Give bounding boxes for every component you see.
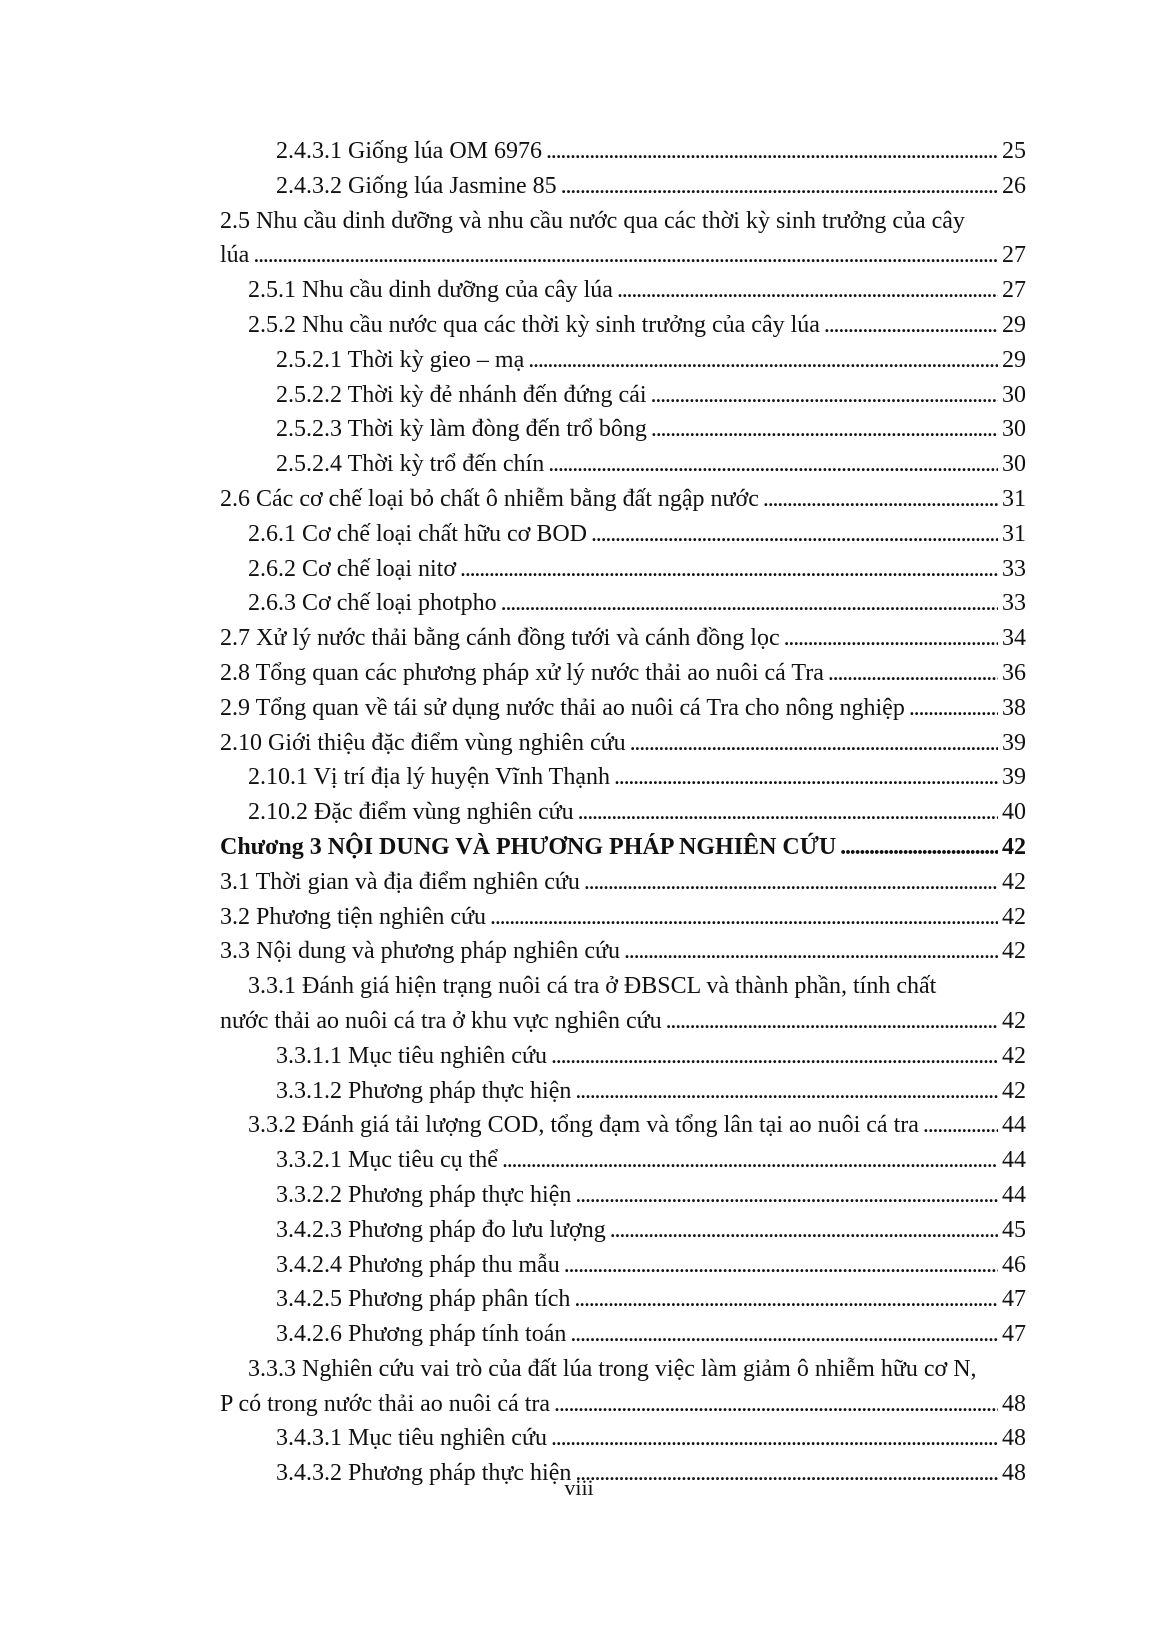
toc-page-number: 27	[1002, 242, 1026, 269]
toc-entry-title: 2.5.2.3 Thời kỳ làm đòng đến trổ bông	[276, 416, 647, 443]
toc-entry[interactable]	[220, 1317, 1026, 1352]
toc-page-number: 33	[1002, 590, 1026, 617]
toc-page-number: 27	[1002, 277, 1026, 304]
toc-entry-title: 3.4.3.2 Phương pháp thực hiện	[276, 1460, 572, 1487]
toc-entry-title: 2.8 Tổng quan các phương pháp xử lý nước thải ao nuôi cá Tra	[220, 659, 824, 686]
dot-leader	[501, 586, 998, 621]
toc-entry-title: 3.3.2 Đánh giá tải lượng COD, tổng đạm và tổng lân tại ao nuôi cá tra	[248, 1112, 919, 1139]
toc-page-number: 30	[1002, 451, 1026, 478]
toc-entry-title: 2.10 Giới thiệu đặc điểm vùng nghiên cứu	[220, 729, 626, 756]
toc-entry-title: 2.10.2 Đặc điểm vùng nghiên cứu	[248, 799, 574, 826]
toc-page-number: 42	[1002, 1007, 1026, 1034]
dot-leader	[578, 795, 998, 830]
toc-entry[interactable]	[220, 1282, 1026, 1317]
toc-entry-title: lúa	[220, 242, 250, 269]
toc-entry-title: 2.9 Tổng quan về tái sử dụng nước thải ao nuôi cá Tra cho nông nghiệp	[220, 694, 905, 721]
toc-page-number: 48	[1002, 1390, 1026, 1417]
dot-leader	[610, 1213, 998, 1248]
toc-entry-title: Chương 3 NỘI DUNG VÀ PHƯƠNG PHÁP NGHIÊN CỨU	[220, 833, 837, 860]
toc-entry[interactable]	[220, 1178, 1026, 1213]
dot-leader	[575, 1178, 998, 1213]
toc-entry-title: 3.3.1 Đánh giá hiện trạng nuôi cá tra ở ĐBSCL và thành phần, tính chất	[248, 973, 937, 1000]
toc-entry-title: 3.3 Nội dung và phương pháp nghiên cứu	[220, 938, 620, 965]
dot-leader	[564, 1248, 998, 1283]
dot-leader	[575, 1074, 998, 1109]
dot-leader	[591, 517, 998, 552]
dot-leader	[828, 656, 998, 691]
toc-page-number: 38	[1002, 694, 1026, 721]
toc-entry-title: 2.6.1 Cơ chế loại chất hữu cơ BOD	[248, 520, 587, 547]
dot-leader	[923, 1108, 998, 1143]
toc-entry[interactable]	[220, 238, 1026, 273]
toc-entry-title: 3.4.2.6 Phương pháp tính toán	[276, 1321, 567, 1348]
dot-leader	[824, 308, 998, 343]
toc-entry[interactable]	[220, 1387, 1026, 1422]
toc-entry[interactable]	[220, 273, 1026, 308]
toc-entry[interactable]	[220, 482, 1026, 517]
toc-entry[interactable]	[220, 447, 1026, 482]
toc-entry[interactable]	[220, 865, 1026, 900]
toc-page-number: 42	[1002, 833, 1026, 860]
page-number: viii	[564, 1475, 594, 1500]
dot-leader	[502, 1143, 998, 1178]
toc-page-number: 42	[1002, 903, 1026, 930]
toc-entry[interactable]	[220, 308, 1026, 343]
toc-entry-title: 3.2 Phương tiện nghiên cứu	[220, 903, 487, 930]
dot-leader	[784, 621, 998, 656]
toc-entry[interactable]	[220, 1421, 1026, 1456]
dot-leader	[490, 900, 998, 935]
toc-page-number: 42	[1002, 938, 1026, 965]
toc-entry-title: 3.3.2.1 Mục tiêu cụ thể	[276, 1147, 498, 1174]
toc-page-number: 34	[1002, 625, 1026, 652]
toc-entry[interactable]	[220, 830, 1026, 865]
toc-entry-line	[220, 1352, 1026, 1387]
toc-entry-title: 3.1 Thời gian và địa điểm nghiên cứu	[220, 868, 580, 895]
toc-page-number: 39	[1002, 729, 1026, 756]
toc-page-number: 46	[1002, 1251, 1026, 1278]
table-of-contents	[220, 134, 1026, 1491]
dot-leader	[574, 1282, 998, 1317]
dot-leader	[614, 760, 998, 795]
toc-page-number: 45	[1002, 1216, 1026, 1243]
toc-page-number: 31	[1002, 520, 1026, 547]
toc-page-number: 47	[1002, 1286, 1026, 1313]
dot-leader	[840, 830, 998, 865]
toc-entry-title: 2.4.3.1 Giống lúa OM 6976	[276, 138, 542, 164]
toc-page-number: 47	[1002, 1321, 1026, 1348]
toc-page-number: 29	[1002, 346, 1026, 373]
dot-leader	[666, 1004, 998, 1039]
toc-entry-title: nước thải ao nuôi cá tra ở khu vực nghiên cứu	[220, 1007, 662, 1034]
toc-entry-line	[220, 969, 1026, 1004]
toc-entry[interactable]	[220, 1074, 1026, 1109]
toc-entry-title: 2.6.2 Cơ chế loại nitơ	[248, 555, 457, 582]
toc-page-number: 48	[1002, 1425, 1026, 1452]
dot-leader	[651, 378, 998, 413]
toc-page-number: 30	[1002, 381, 1026, 408]
toc-page-number: 40	[1002, 799, 1026, 826]
toc-entry[interactable]	[220, 621, 1026, 656]
dot-leader	[551, 1421, 998, 1456]
dot-leader	[554, 1387, 998, 1422]
toc-entry[interactable]	[220, 726, 1026, 761]
toc-entry-title: 3.3.1.1 Mục tiêu nghiên cứu	[276, 1042, 547, 1069]
toc-entry[interactable]	[220, 1213, 1026, 1248]
toc-page-number: 48	[1002, 1460, 1026, 1487]
toc-entry-title: 3.3.2.2 Phương pháp thực hiện	[276, 1181, 572, 1208]
toc-page-number: 42	[1002, 868, 1026, 895]
toc-entry[interactable]	[220, 378, 1026, 413]
dot-leader	[617, 273, 998, 308]
toc-page-number: 30	[1002, 416, 1026, 443]
toc-entry-title: P có trong nước thải ao nuôi cá tra	[220, 1390, 551, 1417]
dot-leader	[630, 726, 998, 761]
toc-entry[interactable]	[220, 134, 1026, 169]
toc-page-number: 42	[1002, 1042, 1026, 1069]
toc-entry[interactable]	[220, 169, 1026, 204]
toc-page-number: 39	[1002, 764, 1026, 791]
toc-entry[interactable]	[220, 760, 1026, 795]
dot-leader	[548, 447, 998, 482]
dot-leader	[561, 169, 998, 204]
toc-page-number: 25	[1002, 138, 1026, 164]
dot-leader	[651, 412, 998, 447]
toc-entry[interactable]	[220, 517, 1026, 552]
toc-entry-title: 2.5 Nhu cầu dinh dưỡng và nhu cầu nước qua các thời kỳ sinh trưởng của cây	[220, 207, 965, 234]
toc-page-number: 36	[1002, 659, 1026, 686]
dot-leader	[763, 482, 998, 517]
toc-entry-title: 2.5.1 Nhu cầu dinh dưỡng của cây lúa	[248, 277, 613, 304]
toc-entry-title: 2.5.2 Nhu cầu nước qua các thời kỳ sinh trưởng của cây lúa	[248, 311, 820, 338]
toc-page-number: 33	[1002, 555, 1026, 582]
toc-entry[interactable]	[220, 900, 1026, 935]
toc-entry[interactable]	[220, 1143, 1026, 1178]
toc-entry-title: 3.3.1.2 Phương pháp thực hiện	[276, 1077, 572, 1104]
toc-entry-title: 2.5.2.1 Thời kỳ gieo – mạ	[276, 346, 525, 373]
toc-entry[interactable]	[220, 343, 1026, 378]
toc-page-number: 44	[1002, 1147, 1026, 1174]
toc-entry[interactable]	[220, 656, 1026, 691]
toc-page-number: 26	[1002, 172, 1026, 199]
toc-entry-line	[220, 204, 1026, 239]
dot-leader	[253, 238, 998, 273]
dot-leader	[546, 134, 998, 169]
toc-entry-title: 3.4.2.3 Phương pháp đo lưu lượng	[276, 1216, 606, 1243]
toc-entry[interactable]	[220, 412, 1026, 447]
toc-entry-title: 2.7 Xử lý nước thải bằng cánh đồng tưới và cánh đồng lọc	[220, 625, 780, 652]
toc-entry[interactable]	[220, 552, 1026, 587]
dot-leader	[570, 1317, 998, 1352]
dot-leader	[624, 934, 998, 969]
toc-entry-title: 2.4.3.2 Giống lúa Jasmine 85	[276, 172, 557, 199]
toc-entry-title: 2.10.1 Vị trí địa lý huyện Vĩnh Thạnh	[248, 764, 610, 791]
toc-entry-title: 2.5.2.4 Thời kỳ trổ đến chín	[276, 451, 545, 478]
dot-leader	[909, 691, 998, 726]
toc-page-number: 29	[1002, 311, 1026, 338]
toc-entry[interactable]	[220, 1039, 1026, 1074]
toc-page-number: 42	[1002, 1077, 1026, 1104]
dot-leader	[584, 865, 998, 900]
toc-entry-title: 3.4.2.5 Phương pháp phân tích	[276, 1286, 571, 1313]
toc-page-number: 31	[1002, 485, 1026, 512]
toc-entry[interactable]	[220, 586, 1026, 621]
toc-entry[interactable]	[220, 1248, 1026, 1283]
dot-leader	[528, 343, 998, 378]
toc-entry[interactable]	[220, 1004, 1026, 1039]
toc-entry[interactable]	[220, 795, 1026, 830]
dot-leader	[551, 1039, 998, 1074]
toc-entry[interactable]	[220, 1108, 1026, 1143]
toc-entry-title: 3.3.3 Nghiên cứu vai trò của đất lúa trong việc làm giảm ô nhiễm hữu cơ N,	[248, 1355, 977, 1382]
toc-entry-title: 3.4.3.1 Mục tiêu nghiên cứu	[276, 1425, 547, 1452]
toc-entry[interactable]	[220, 934, 1026, 969]
toc-page-number: 44	[1002, 1112, 1026, 1139]
toc-entry-title: 2.6 Các cơ chế loại bỏ chất ô nhiễm bằng đất ngập nước	[220, 485, 759, 512]
toc-entry-title: 3.4.2.4 Phương pháp thu mẫu	[276, 1251, 560, 1278]
toc-entry[interactable]	[220, 691, 1026, 726]
toc-entry-title: 2.6.3 Cơ chế loại photpho	[248, 590, 497, 617]
toc-entry-title: 2.5.2.2 Thời kỳ đẻ nhánh đến đứng cái	[276, 381, 647, 408]
toc-page-number: 44	[1002, 1181, 1026, 1208]
dot-leader	[460, 552, 998, 587]
